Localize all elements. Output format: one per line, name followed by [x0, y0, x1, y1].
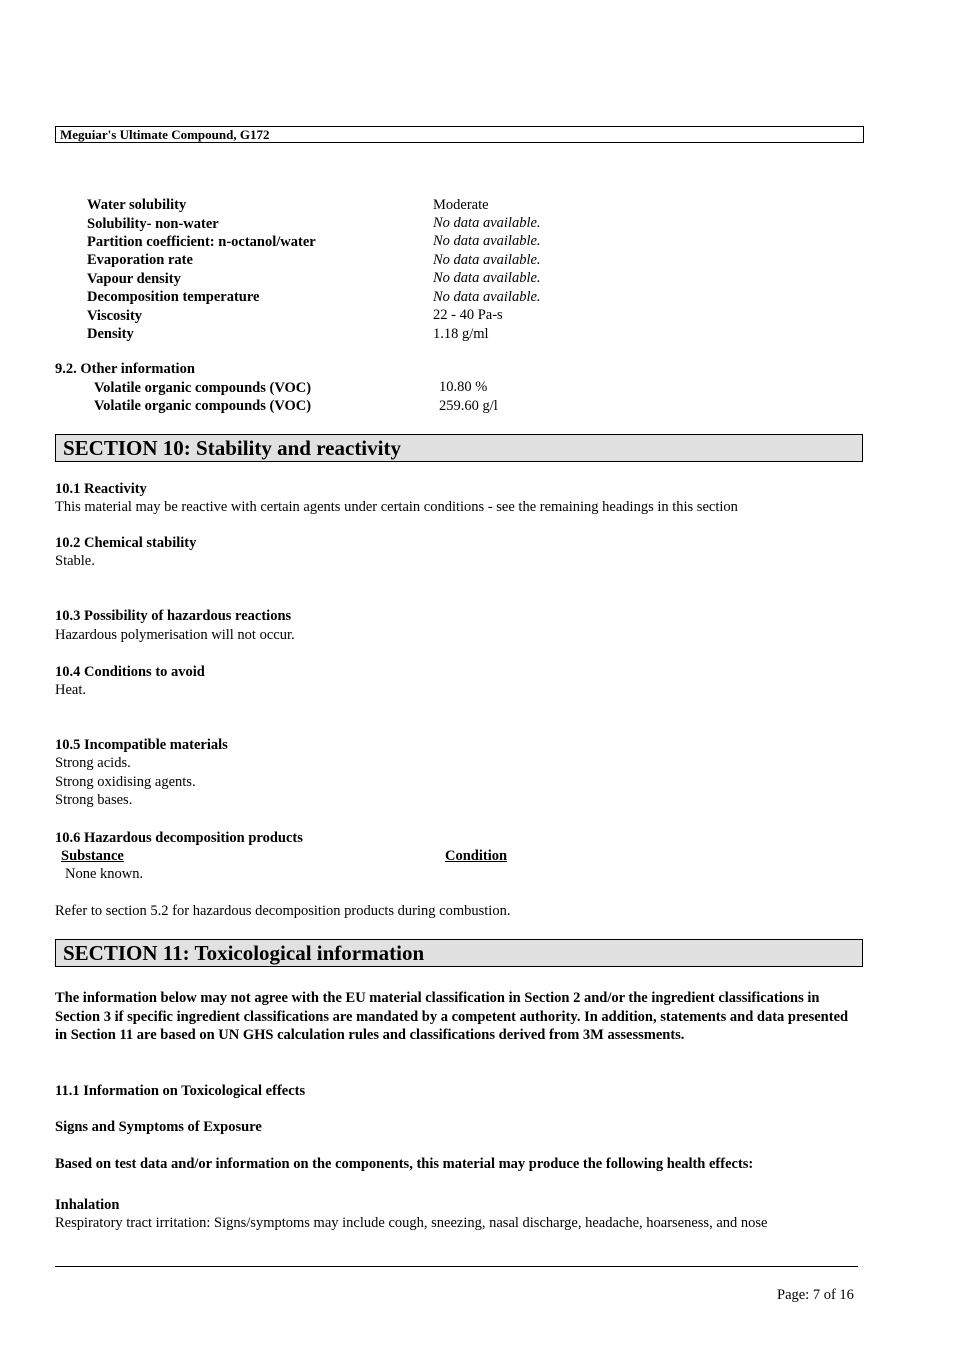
voc-value: 259.60 g/l — [439, 398, 498, 414]
conditions-heading: 10.4 Conditions to avoid — [55, 664, 205, 680]
property-value: No data available. — [433, 252, 541, 268]
property-value: No data available. — [433, 233, 541, 249]
property-label: Vapour density — [87, 271, 181, 287]
voc-value: 10.80 % — [439, 379, 488, 395]
incompatible-item: Strong bases. — [55, 792, 133, 808]
section-11-title: SECTION 11: Toxicological information — [63, 941, 425, 965]
property-label: Water solubility — [87, 197, 187, 213]
hazardous-reactions-text: Hazardous polymerisation will not occur. — [55, 627, 295, 643]
inhalation-text: Respiratory tract irritation: Signs/symptoms may include cough, sneezing, nasal discharge, headache, hoarseness, and nose — [55, 1215, 768, 1231]
conditions-text: Heat. — [55, 682, 86, 698]
reactivity-text: This material may be reactive with certain agents under certain conditions - see the remaining headings in this section — [55, 499, 738, 515]
property-value: No data available. — [433, 270, 541, 286]
hazardous-reactions-heading: 10.3 Possibility of hazardous reactions — [55, 608, 292, 624]
incompatible-item: Strong acids. — [55, 755, 131, 771]
reactivity-heading: 10.1 Reactivity — [55, 481, 147, 497]
stability-text: Stable. — [55, 553, 95, 569]
product-name: Meguiar's Ultimate Compound, G172 — [60, 127, 270, 142]
decomposition-heading: 10.6 Hazardous decomposition products — [55, 830, 303, 846]
other-info-heading: 9.2. Other information — [55, 361, 195, 377]
property-value: 22 - 40 Pa-s — [433, 307, 503, 323]
section-10-title: SECTION 10: Stability and reactivity — [63, 436, 401, 460]
inhalation-heading: Inhalation — [55, 1197, 120, 1213]
property-value: No data available. — [433, 289, 541, 305]
property-label: Viscosity — [87, 308, 143, 324]
signs-symptoms-heading: Signs and Symptoms of Exposure — [55, 1119, 262, 1135]
substance-column-header: Substance — [61, 848, 124, 864]
section-11-header — [55, 939, 863, 967]
product-header — [55, 126, 864, 143]
voc-label: Volatile organic compounds (VOC) — [94, 380, 312, 396]
decomposition-note: Refer to section 5.2 for hazardous decomposition products during combustion. — [55, 903, 511, 919]
property-value: No data available. — [433, 215, 541, 231]
decomposition-value: None known. — [65, 866, 144, 882]
page-number: Page: 7 of 16 — [777, 1287, 854, 1303]
property-label: Partition coefficient: n-octanol/water — [87, 234, 316, 250]
property-value: 1.18 g/ml — [433, 326, 489, 342]
footer-divider — [55, 1266, 858, 1267]
health-effects-intro: Based on test data and/or information on the components, this material may produce the following health effects: — [55, 1156, 754, 1172]
toxicology-disclaimer: The information below may not agree with the EU material classification in Section 2 and/or the ingredient classifications in Section 3 if specific ingredient classifications are mandated by a competent authority. In addition, statements and data presented in Section 11 are based on UN GHS calculation rules and classifications derived from 3M assessments. — [55, 990, 849, 1043]
voc-label: Volatile organic compounds (VOC) — [94, 398, 312, 414]
incompatible-heading: 10.5 Incompatible materials — [55, 737, 228, 753]
property-label: Density — [87, 326, 134, 342]
property-label: Evaporation rate — [87, 252, 193, 268]
stability-heading: 10.2 Chemical stability — [55, 535, 197, 551]
toxicological-effects-heading: 11.1 Information on Toxicological effects — [55, 1083, 306, 1099]
property-label: Decomposition temperature — [87, 289, 260, 305]
section-10-header — [55, 434, 863, 462]
property-label: Solubility- non-water — [87, 216, 219, 232]
condition-column-header: Condition — [445, 848, 508, 864]
incompatible-item: Strong oxidising agents. — [55, 774, 196, 790]
property-value: Moderate — [433, 197, 489, 213]
